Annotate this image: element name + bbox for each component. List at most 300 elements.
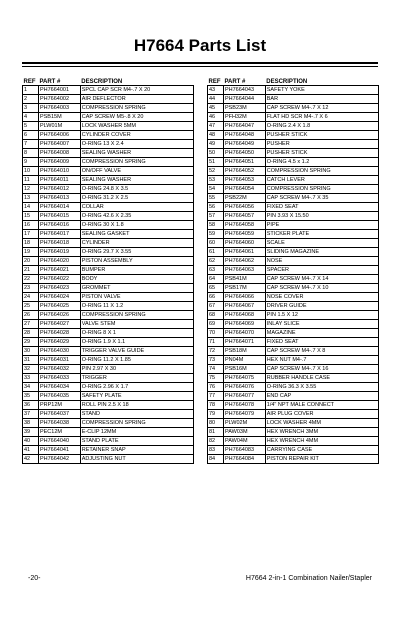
part-number-cell: PH7664008 — [38, 148, 80, 157]
ref-cell: 28 — [23, 328, 39, 337]
description-cell: COMPRESSION SPRING — [80, 157, 193, 166]
ref-cell: 65 — [208, 283, 224, 292]
description-cell: PIN 2.97 X 30 — [80, 364, 193, 373]
table-row — [23, 355, 194, 364]
part-number-cell: PH7664071 — [223, 337, 265, 346]
description-cell: O-RING 29.7 X 3.55 — [80, 247, 193, 256]
part-number-cell: PSB23M — [223, 103, 265, 112]
table-row — [23, 391, 194, 400]
description-cell: O-RING 31.2 X 2.5 — [80, 193, 193, 202]
table-row — [208, 427, 379, 436]
description-cell: FLAT HD SCR M4-.7 X 6 — [265, 112, 378, 121]
table-row — [23, 121, 194, 130]
ref-cell: 64 — [208, 274, 224, 283]
ref-cell: 46 — [208, 112, 224, 121]
table-row — [208, 220, 379, 229]
part-number-cell: PH7664069 — [223, 319, 265, 328]
part-number-cell: PH7664063 — [223, 265, 265, 274]
ref-cell: 32 — [23, 364, 39, 373]
description-cell: SCALE — [265, 238, 378, 247]
table-row — [208, 247, 379, 256]
table-row — [208, 211, 379, 220]
description-cell: PUSHER STICK — [265, 130, 378, 139]
part-number-cell: PH7664048 — [223, 130, 265, 139]
part-number-cell: PN04M — [223, 355, 265, 364]
ref-cell: 59 — [208, 229, 224, 238]
table-row — [23, 274, 194, 283]
ref-cell: 81 — [208, 427, 224, 436]
ref-cell: 66 — [208, 292, 224, 301]
part-number-cell: PH7664029 — [38, 337, 80, 346]
table-row — [23, 256, 194, 265]
table-row — [208, 274, 379, 283]
part-number-cell: PH7664037 — [38, 409, 80, 418]
ref-cell: 7 — [23, 139, 39, 148]
ref-cell: 8 — [23, 148, 39, 157]
description-cell: TRIGGER — [80, 373, 193, 382]
table-row — [208, 112, 379, 121]
part-number-cell: PH7664049 — [223, 139, 265, 148]
table-row — [23, 454, 194, 463]
table-row — [23, 238, 194, 247]
description-cell: RETAINER SNAP — [80, 445, 193, 454]
part-number-cell: PH7664012 — [38, 184, 80, 193]
ref-cell: 51 — [208, 157, 224, 166]
ref-cell: 61 — [208, 247, 224, 256]
part-number-cell: PLW02M — [223, 418, 265, 427]
part-number-cell: PH7664060 — [223, 238, 265, 247]
part-header: PART # — [38, 75, 80, 85]
table-row — [23, 247, 194, 256]
title-rule-thin — [22, 66, 378, 67]
description-cell: PISTON ASSEMBLY — [80, 256, 193, 265]
table-row — [23, 310, 194, 319]
part-number-cell: PH7664035 — [38, 391, 80, 400]
ref-cell: 21 — [23, 265, 39, 274]
ref-cell: 2 — [23, 94, 39, 103]
table-row — [23, 301, 194, 310]
part-number-cell: PH7664047 — [223, 121, 265, 130]
part-number-cell: PH7664044 — [223, 94, 265, 103]
ref-cell: 14 — [23, 202, 39, 211]
part-number-cell: PH7664054 — [223, 184, 265, 193]
table-row — [23, 139, 194, 148]
part-number-cell: PEC12M — [38, 427, 80, 436]
ref-cell: 12 — [23, 184, 39, 193]
table-row — [208, 238, 379, 247]
part-number-cell: PH7664023 — [38, 283, 80, 292]
table-row — [208, 184, 379, 193]
ref-cell: 50 — [208, 148, 224, 157]
description-cell: COLLAR — [80, 202, 193, 211]
ref-cell: 9 — [23, 157, 39, 166]
description-cell: O-RING 11.2 X 1.85 — [80, 355, 193, 364]
part-number-cell: PSB17M — [223, 283, 265, 292]
part-number-cell: PH7664034 — [38, 382, 80, 391]
description-cell: PISTON VALVE — [80, 292, 193, 301]
ref-cell: 13 — [23, 193, 39, 202]
title-rule-thick — [22, 62, 378, 64]
ref-cell: 17 — [23, 229, 39, 238]
ref-cell: 82 — [208, 436, 224, 445]
part-number-cell: PH7664061 — [223, 247, 265, 256]
part-number-cell: PH7664011 — [38, 175, 80, 184]
table-row — [23, 409, 194, 418]
ref-header: REF — [23, 75, 39, 85]
ref-cell: 18 — [23, 238, 39, 247]
table-row — [208, 139, 379, 148]
ref-cell: 60 — [208, 238, 224, 247]
description-cell: HEX WRENCH 4MM — [265, 436, 378, 445]
ref-cell: 6 — [23, 130, 39, 139]
part-number-cell: PH7664067 — [223, 301, 265, 310]
description-header: DESCRIPTION — [80, 75, 193, 85]
ref-cell: 47 — [208, 121, 224, 130]
ref-cell: 35 — [23, 391, 39, 400]
part-number-cell: PH7664030 — [38, 346, 80, 355]
ref-cell: 54 — [208, 184, 224, 193]
table-row — [23, 85, 194, 94]
table-row — [208, 409, 379, 418]
table-row — [23, 364, 194, 373]
part-number-cell: PSB18M — [223, 346, 265, 355]
ref-cell: 79 — [208, 409, 224, 418]
ref-cell: 4 — [23, 112, 39, 121]
description-cell: PISTON REPAIR KIT — [265, 454, 378, 463]
description-cell: SAFETY PLATE — [80, 391, 193, 400]
ref-cell: 56 — [208, 202, 224, 211]
ref-cell: 24 — [23, 292, 39, 301]
table-row — [23, 94, 194, 103]
description-cell: LOCK WASHER 5MM — [80, 121, 193, 130]
description-cell: FIXED SEAT — [265, 202, 378, 211]
part-number-cell: PH7664019 — [38, 247, 80, 256]
table-row — [208, 193, 379, 202]
description-cell: CAP SCREW M4-.7 X 35 — [265, 193, 378, 202]
ref-cell: 75 — [208, 373, 224, 382]
ref-cell: 23 — [23, 283, 39, 292]
description-cell: FIXED SEAT — [265, 337, 378, 346]
ref-cell: 41 — [23, 445, 39, 454]
description-cell: PUSHER STICK — [265, 148, 378, 157]
ref-cell: 22 — [23, 274, 39, 283]
ref-cell: 10 — [23, 166, 39, 175]
table-row — [208, 85, 379, 94]
part-number-cell: PAW04M — [223, 436, 265, 445]
document-title-footer: H7664 2-in-1 Combination Nailer/Stapler — [245, 575, 372, 582]
part-number-cell: PH7664043 — [223, 85, 265, 94]
description-cell: O-RING 11 X 1.2 — [80, 301, 193, 310]
table-row — [23, 373, 194, 382]
page-number: -20- — [28, 575, 41, 582]
table-row — [208, 319, 379, 328]
table-row — [208, 418, 379, 427]
description-cell: HEX NUT M4-.7 — [265, 355, 378, 364]
ref-cell: 40 — [23, 436, 39, 445]
ref-cell: 67 — [208, 301, 224, 310]
part-number-cell: PH7664066 — [223, 292, 265, 301]
description-cell: CATCH LEVER — [265, 175, 378, 184]
description-cell: SEALING WASHER — [80, 148, 193, 157]
table-row — [208, 103, 379, 112]
ref-cell: 74 — [208, 364, 224, 373]
ref-cell: 43 — [208, 85, 224, 94]
part-number-cell: PH7664002 — [38, 94, 80, 103]
description-cell: 1/4" NPT MALE CONNECT — [265, 400, 378, 409]
part-number-cell: PH7664075 — [223, 373, 265, 382]
ref-cell: 83 — [208, 445, 224, 454]
ref-cell: 76 — [208, 382, 224, 391]
ref-cell: 68 — [208, 310, 224, 319]
description-cell: DRIVER GUIDE — [265, 301, 378, 310]
description-cell: STAND PLATE — [80, 436, 193, 445]
description-cell: SPACER — [265, 265, 378, 274]
description-cell: SEALING GASKET — [80, 229, 193, 238]
table-row — [23, 400, 194, 409]
part-number-cell: PH7664076 — [223, 382, 265, 391]
table-row — [23, 265, 194, 274]
table-row — [23, 346, 194, 355]
table-row — [23, 220, 194, 229]
table-row — [23, 175, 194, 184]
table-row — [23, 283, 194, 292]
description-cell: BUMPER — [80, 265, 193, 274]
table-row — [23, 292, 194, 301]
description-cell: CAP SCREW M4-.7 X 12 — [265, 103, 378, 112]
part-number-cell: PH7664024 — [38, 292, 80, 301]
ref-cell: 5 — [23, 121, 39, 130]
description-cell: COMPRESSION SPRING — [265, 166, 378, 175]
table-row — [23, 202, 194, 211]
table-row — [208, 121, 379, 130]
ref-cell: 37 — [23, 409, 39, 418]
description-cell: O-RING 24.8 X 3.5 — [80, 184, 193, 193]
part-number-cell: PH7664001 — [38, 85, 80, 94]
part-number-cell: PH7664050 — [223, 148, 265, 157]
table-row — [23, 319, 194, 328]
ref-cell: 31 — [23, 355, 39, 364]
ref-cell: 1 — [23, 85, 39, 94]
description-cell: COMPRESSION SPRING — [265, 184, 378, 193]
table-row — [208, 166, 379, 175]
part-number-cell: PH7664016 — [38, 220, 80, 229]
ref-cell: 84 — [208, 454, 224, 463]
description-cell: O-RING 30 X 1.8 — [80, 220, 193, 229]
description-cell: CYLINDER COVER — [80, 130, 193, 139]
part-number-cell: PLW01M — [38, 121, 80, 130]
part-number-cell: PH7664015 — [38, 211, 80, 220]
description-cell: O-RING 2.4 X 1.8 — [265, 121, 378, 130]
table-row — [208, 94, 379, 103]
table-row — [23, 148, 194, 157]
ref-cell: 39 — [23, 427, 39, 436]
ref-cell: 26 — [23, 310, 39, 319]
table-row — [23, 382, 194, 391]
ref-cell: 58 — [208, 220, 224, 229]
description-cell: CAP SCREW M4-.7 X 10 — [265, 283, 378, 292]
description-cell: COMPRESSION SPRING — [80, 418, 193, 427]
part-number-cell: PH7664058 — [223, 220, 265, 229]
description-cell: COMPRESSION SPRING — [80, 103, 193, 112]
description-cell: BODY — [80, 274, 193, 283]
part-number-cell: PH7664041 — [38, 445, 80, 454]
table-row — [23, 229, 194, 238]
ref-cell: 55 — [208, 193, 224, 202]
ref-cell: 70 — [208, 328, 224, 337]
part-header: PART # — [223, 75, 265, 85]
ref-cell: 29 — [23, 337, 39, 346]
table-header-row — [23, 75, 194, 85]
description-cell: SLIDING MAGAZINE — [265, 247, 378, 256]
description-cell: E-CLIP 12MM — [80, 427, 193, 436]
ref-cell: 20 — [23, 256, 39, 265]
ref-cell: 57 — [208, 211, 224, 220]
ref-cell: 11 — [23, 175, 39, 184]
description-cell: COMPRESSION SPRING — [80, 310, 193, 319]
table-row — [208, 436, 379, 445]
ref-cell: 73 — [208, 355, 224, 364]
parts-table-left-body — [23, 85, 194, 463]
ref-cell: 48 — [208, 130, 224, 139]
part-number-cell: PH7664027 — [38, 319, 80, 328]
description-cell: ROLL PIN 2.5 X 18 — [80, 400, 193, 409]
ref-cell: 16 — [23, 220, 39, 229]
table-row — [208, 265, 379, 274]
part-number-cell: PH7664028 — [38, 328, 80, 337]
table-row — [208, 400, 379, 409]
description-cell: AIR PLUG COVER — [265, 409, 378, 418]
description-cell: CAP SCREW M5-.8 X 20 — [80, 112, 193, 121]
part-number-cell: PH7664056 — [223, 202, 265, 211]
description-cell: TRIGGER VALVE GUIDE — [80, 346, 193, 355]
part-number-cell: PH7664032 — [38, 364, 80, 373]
description-cell: STICKER PLATE — [265, 229, 378, 238]
table-row — [208, 391, 379, 400]
description-cell: SEALING WASHER — [80, 175, 193, 184]
table-row — [208, 148, 379, 157]
part-number-cell: PH7664042 — [38, 454, 80, 463]
description-cell: PIN 3.93 X 15.50 — [265, 211, 378, 220]
ref-cell: 78 — [208, 400, 224, 409]
part-number-cell: PH7664026 — [38, 310, 80, 319]
description-cell: SAFETY YOKE — [265, 85, 378, 94]
ref-cell: 27 — [23, 319, 39, 328]
part-number-cell: PH7664079 — [223, 409, 265, 418]
table-row — [23, 103, 194, 112]
table-row — [208, 445, 379, 454]
description-cell: O-RING 2.96 X 1.7 — [80, 382, 193, 391]
part-number-cell: PH7664022 — [38, 274, 80, 283]
part-number-cell: PH7664018 — [38, 238, 80, 247]
part-number-cell: PH7664057 — [223, 211, 265, 220]
ref-cell: 42 — [23, 454, 39, 463]
description-cell: CYLINDER — [80, 238, 193, 247]
ref-cell: 25 — [23, 301, 39, 310]
table-row — [208, 202, 379, 211]
part-number-cell: PH7664084 — [223, 454, 265, 463]
description-cell: VALVE STEM — [80, 319, 193, 328]
description-cell: STAND — [80, 409, 193, 418]
part-number-cell: PH7664017 — [38, 229, 80, 238]
ref-cell: 80 — [208, 418, 224, 427]
table-row — [23, 436, 194, 445]
table-row — [208, 355, 379, 364]
description-cell: INLAY SLICE — [265, 319, 378, 328]
part-number-cell: PH7664025 — [38, 301, 80, 310]
part-number-cell: PH7664053 — [223, 175, 265, 184]
part-number-cell: PH7664003 — [38, 103, 80, 112]
part-number-cell: PH7664014 — [38, 202, 80, 211]
description-cell: CAP SCREW M4-.7 X 8 — [265, 346, 378, 355]
parts-table-right-body — [208, 85, 379, 463]
part-number-cell: PH7664009 — [38, 157, 80, 166]
table-row — [208, 175, 379, 184]
description-cell: PUSHER — [265, 139, 378, 148]
part-number-cell: PH7664038 — [38, 418, 80, 427]
table-row — [208, 310, 379, 319]
table-row — [23, 193, 194, 202]
description-cell: PIPE — [265, 220, 378, 229]
table-row — [208, 283, 379, 292]
description-cell: O-RING 1.9 X 1.1 — [80, 337, 193, 346]
table-row — [208, 256, 379, 265]
ref-cell: 33 — [23, 373, 39, 382]
parts-table-right — [207, 75, 379, 464]
ref-cell: 34 — [23, 382, 39, 391]
table-row — [208, 292, 379, 301]
description-cell: ON/OFF VALVE — [80, 166, 193, 175]
table-row — [208, 301, 379, 310]
part-number-cell: PH7664062 — [223, 256, 265, 265]
ref-cell: 45 — [208, 103, 224, 112]
table-row — [208, 346, 379, 355]
description-cell: ADJUSTING NUT — [80, 454, 193, 463]
description-cell: CARRYING CASE — [265, 445, 378, 454]
part-number-cell: PH7664083 — [223, 445, 265, 454]
ref-cell: 72 — [208, 346, 224, 355]
part-number-cell: PAW03M — [223, 427, 265, 436]
description-cell: O-RING 36.3 X 3.55 — [265, 382, 378, 391]
parts-table-left — [22, 75, 194, 464]
table-row — [23, 445, 194, 454]
part-number-cell: PH7664059 — [223, 229, 265, 238]
part-number-cell: PH7664052 — [223, 166, 265, 175]
ref-cell: 71 — [208, 337, 224, 346]
table-row — [208, 364, 379, 373]
description-cell: END CAP — [265, 391, 378, 400]
part-number-cell: PH7664031 — [38, 355, 80, 364]
table-row — [208, 229, 379, 238]
table-row — [208, 337, 379, 346]
part-number-cell: PRP12M — [38, 400, 80, 409]
description-cell: O-RING 42.6 X 2.35 — [80, 211, 193, 220]
ref-cell: 15 — [23, 211, 39, 220]
table-row — [208, 382, 379, 391]
description-cell: BAR — [265, 94, 378, 103]
description-cell: O-RING 4.5 x 1.2 — [265, 157, 378, 166]
description-cell: GROMMET — [80, 283, 193, 292]
page-title: H7664 Parts List — [133, 36, 267, 55]
ref-cell: 36 — [23, 400, 39, 409]
part-number-cell: PH7664051 — [223, 157, 265, 166]
part-number-cell: PH7664068 — [223, 310, 265, 319]
ref-cell: 63 — [208, 265, 224, 274]
table-row — [208, 328, 379, 337]
description-cell: HEX WRENCH 3MM — [265, 427, 378, 436]
table-row — [23, 211, 194, 220]
table-row — [23, 157, 194, 166]
ref-cell: 69 — [208, 319, 224, 328]
